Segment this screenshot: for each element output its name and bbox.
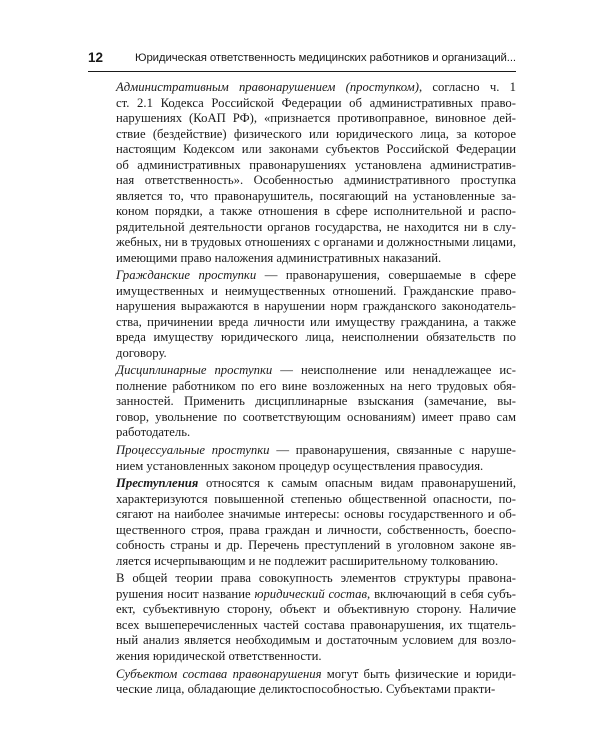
text-line — [116, 667, 516, 683]
paragraph — [116, 268, 516, 361]
text-line — [116, 96, 516, 112]
text-line — [116, 299, 516, 315]
text-run: является то, что правонарушитель, посягающий на установленные за- — [116, 188, 516, 203]
text-line — [116, 507, 516, 523]
paragraph — [116, 80, 516, 266]
text-line — [116, 602, 516, 618]
text-run: нием установленных законом процедур осуществления правосудия. — [116, 458, 484, 473]
text-line — [116, 410, 516, 426]
text-run: — правонарушения, связанные с наруше- — [269, 443, 516, 458]
text-run: коном порядки, а также отношения в сфере исполнительной и распо- — [116, 204, 516, 218]
paragraph — [116, 667, 516, 698]
text-run: ный анализ является необходимым и достаточным условием для возло- — [116, 633, 516, 648]
text-run: В общей теории права совокупность элементов структуры правона- — [116, 571, 516, 586]
text-line — [116, 523, 516, 539]
text-line — [116, 127, 516, 143]
emphasized-term: Субъектом состава правонарушения — [116, 666, 322, 681]
text-line — [116, 682, 516, 698]
text-run: вреда имуществу юридического лица, неисполнении обязательств по — [116, 330, 516, 345]
text-line — [116, 173, 516, 189]
text-run: собность страны и др. Перечень преступлений в уголовном законе яв- — [116, 538, 516, 553]
text-run: имущественных и неимущественных отношений. Гражданские право- — [116, 283, 516, 298]
text-line — [116, 587, 516, 603]
text-run: сягают на наиболее значимые интересы: основы государственного и об- — [116, 507, 516, 522]
text-run: нарушения выражаются в нарушении норм гражданского законодатель- — [116, 299, 516, 314]
text-run: щественного строя, права граждан и личности, собственность, боеспо- — [116, 522, 516, 537]
text-run: ства, причинении вреда личности или имуществу гражданина, а также — [116, 314, 516, 329]
text-line — [116, 538, 516, 554]
text-line — [116, 220, 516, 236]
emphasized-term: Процессуальные проступки — [116, 443, 270, 458]
emphasized-term: Административным правонарушением (проступком) — [116, 80, 419, 94]
text-run: — неисполнение или ненадлежащее ис- — [272, 363, 516, 378]
text-line — [116, 492, 516, 508]
text-run: настоящим Кодексом или законами субъектов Российской Федерации — [116, 142, 516, 156]
text-line — [116, 268, 516, 284]
text-run: ческие лица, обладающие деликтоспособностью. Субъектами практи- — [116, 682, 496, 697]
text-line — [116, 204, 516, 220]
text-line — [116, 363, 516, 379]
text-line — [116, 618, 516, 634]
text-run: ект, субъективную сторону, объект и объективную сторону. Наличие — [116, 602, 516, 617]
text-line — [116, 158, 516, 174]
text-run: относятся к самым опасным видам правонарушений, — [198, 476, 516, 491]
text-run: всех вышеперечисленных частей состава правонарушения, их тщатель- — [116, 617, 516, 632]
text-run: говор, увольнение по соответствующим основаниям) имеет право сам — [116, 409, 516, 424]
text-line — [116, 284, 516, 300]
text-run: ляется исчерпывающим и не подлежит расширительному толкованию. — [116, 553, 499, 568]
text-line — [116, 80, 516, 96]
text-run: полнение работником по его вине возложенных на него трудовых обя- — [116, 378, 516, 393]
text-run: ствие (бездействие) физического или юридического лица, за которое — [116, 126, 516, 141]
text-line — [116, 633, 516, 649]
text-line — [116, 649, 516, 665]
text-run: характеризуются повышенной степенью общественной опасности, по- — [116, 491, 516, 506]
text-run: имеющими право наложения административных наказаний. — [116, 250, 442, 265]
header-rule — [88, 71, 516, 72]
text-run: нарушениях (КоАП РФ), «признается противоправное, виновное дей- — [116, 111, 516, 125]
text-line — [116, 315, 516, 331]
text-line — [116, 235, 516, 251]
text-run: , согласно ч. 1 — [418, 80, 516, 94]
text-line — [116, 476, 516, 492]
paragraph — [116, 476, 516, 569]
text-run: могут быть физические и юриди- — [321, 666, 516, 681]
text-run: рядительной деятельности органов государства, не находится ни в слу- — [116, 219, 516, 234]
text-run: жебных, ни в трудовых отношениях с органами и должностными лицами, — [116, 235, 516, 249]
text-line — [116, 251, 516, 267]
text-line — [116, 425, 516, 441]
paragraph — [116, 443, 516, 474]
text-line — [116, 459, 516, 475]
emphasized-term: юридический состав — [254, 586, 368, 601]
text-run: занностей. Применить дисциплинарные взыскания (замечание, вы- — [116, 394, 516, 409]
text-line — [116, 111, 516, 127]
text-line — [116, 554, 516, 570]
paragraph — [116, 571, 516, 664]
text-run: ст. 2.1 Кодекса Российской Федерации об административных право- — [116, 95, 516, 110]
page-number: 12 — [88, 50, 104, 65]
text-line — [116, 142, 516, 158]
text-line — [116, 330, 516, 346]
text-line — [116, 189, 516, 205]
emphasized-term: Дисциплинарные проступки — [116, 363, 273, 378]
paragraph — [116, 363, 516, 441]
text-run: договору. — [116, 345, 167, 360]
text-run: об административных правонарушениях установлена административ- — [116, 157, 516, 172]
text-run: жения юридической ответственности. — [116, 648, 322, 663]
text-run: — правонарушения, совершаемые в сфере — [256, 268, 516, 283]
text-line — [116, 394, 516, 410]
page-header — [88, 49, 516, 71]
running-title: Юридическая ответственность медицинских работников и организаций... — [135, 52, 516, 64]
text-line — [116, 346, 516, 362]
text-line — [116, 571, 516, 587]
text-run: ная ответственность». Особенностью административного проступка — [116, 173, 516, 187]
text-run: , включающий в себя субъ- — [367, 586, 516, 601]
body-text — [116, 80, 516, 700]
text-run: работодатель. — [116, 425, 191, 440]
emphasized-term: Преступления — [116, 476, 199, 491]
text-line — [116, 443, 516, 459]
text-run: рушения носит название — [116, 586, 255, 601]
emphasized-term: Гражданские проступки — [116, 268, 257, 283]
text-line — [116, 379, 516, 395]
